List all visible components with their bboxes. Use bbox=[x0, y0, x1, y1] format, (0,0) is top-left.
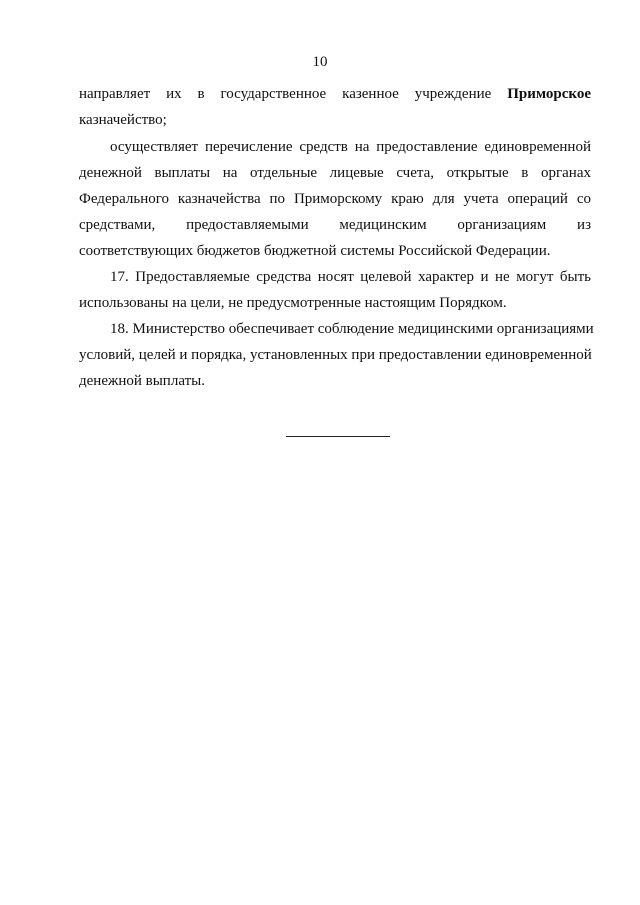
page-number: 10 bbox=[312, 54, 328, 70]
paragraph-line: денежной выплаты. bbox=[79, 373, 205, 389]
paragraph-line: соответствующих бюджетов бюджетной системы Российской Федерации. bbox=[79, 243, 551, 259]
bold-term: Приморское bbox=[507, 86, 591, 102]
paragraph-line: использованы на цели, не предусмотренные настоящим Порядком. bbox=[79, 295, 507, 311]
paragraph-line: условий, целей и порядка, установленных при предоставлении единовременной bbox=[79, 347, 592, 363]
paragraph-18 bbox=[79, 316, 594, 394]
paragraph-transfer bbox=[79, 134, 591, 264]
paragraph-line: Федерального казначейства по Приморскому краю для учета операций со bbox=[79, 191, 591, 207]
paragraph-17 bbox=[79, 264, 591, 316]
paragraph-line: средствами, предоставляемыми медицинским организациям из bbox=[79, 217, 591, 233]
paragraph-line bbox=[79, 81, 591, 107]
paragraph-line: казначейство; bbox=[79, 112, 167, 128]
paragraph-line: осуществляет перечисление средств на предоставление единовременной bbox=[110, 139, 591, 155]
paragraph-line: 18. Министерство обеспечивает соблюдение медицинскими организациями bbox=[110, 321, 594, 337]
paragraph-line: 17. Предоставляемые средства носят целевой характер и не могут быть bbox=[110, 269, 591, 285]
line-text: направляет их в государственное казенное учреждение bbox=[79, 86, 508, 102]
paragraph-treasury bbox=[79, 81, 591, 133]
paragraph-line: денежной выплаты на отдельные лицевые счета, открытые в органах bbox=[79, 165, 591, 181]
end-of-document-rule bbox=[286, 436, 390, 437]
